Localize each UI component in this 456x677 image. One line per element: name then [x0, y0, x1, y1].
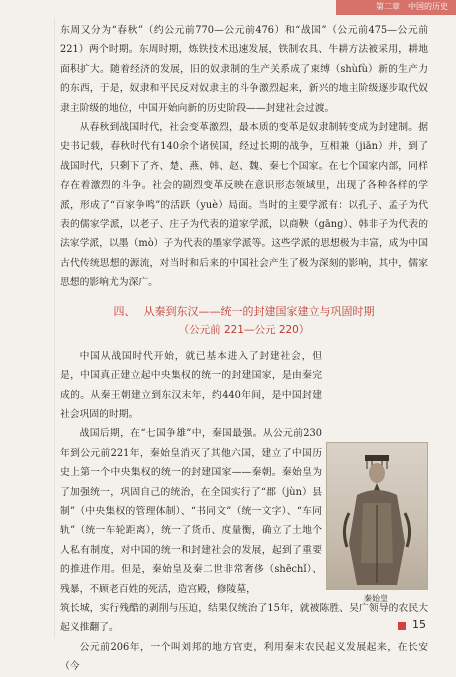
figure-caption: 秦始皇	[364, 594, 388, 603]
emperor-portrait-image	[326, 442, 428, 590]
page-marker-square	[398, 622, 406, 630]
page-footer	[398, 618, 434, 634]
portrait-illustration	[327, 443, 427, 589]
paragraph-4a: 战国后期，在“七国争雄”中，秦国最强。从公元前230年到公元前221年，秦始皇消灭了其他六国，建立了中国历史上第一个中央集权的统一的封建国家——秦朝。秦始皇为了加强统一，巩固自己的统治，在全国实行了“郡（jùn）县制”（中央集权的管理体制）、“书同文”（统一文字）、“车同轨”（统一车轮距离），统一了货币、度量衡，确立了土地个人私有制度，对中国的统一和封建社会的发展，起到了重要的推进作用。但是，秦始皇及秦二世非常奢侈（shēchǐ）、残暴，不顾老百姓的死活，造宫殿，修陵墓，	[60, 428, 322, 595]
paragraph-3: 中国从战国时代开始，就已基本进入了封建社会，但是，中国真正建立起中央集权的统一的封建国家，是由秦完成的。从秦王朝建立到东汉末年，约440年间，是中国封建社会巩固的时期。	[60, 350, 322, 420]
margin-line	[54, 18, 55, 638]
chapter-label: 第二章 中国的历史	[376, 2, 448, 11]
section-subtitle: （公元前 221—公元 220）	[178, 323, 310, 336]
emperor-figure	[326, 442, 426, 602]
paragraph-5: 公元前206年，一个叫刘邦的地方官吏，利用秦末农民起义发展起来，在长安（今	[60, 641, 428, 673]
page-number: 15	[412, 618, 426, 631]
paragraph-1: 东周又分为“春秋”（约公元前770—公元前476）和“战国”（公元前475—公元前221）两个时期。东周时期，炼铁技术迅速发展，铁制农具、牛耕方法被采用，耕地面积扩大。随着经济的发展，旧的奴隶制的生产关系成了束缚（shùfù）新的生产力的东西，于是，奴隶和平民反对奴隶主的斗争激烈起来，新兴的地主阶级逐步取代奴隶主阶级的地位，中国开始向新的历史阶段——封建社会过渡。	[60, 25, 428, 114]
text-column-beside-figure	[60, 347, 322, 599]
section-heading	[60, 303, 428, 339]
paragraph-4b: 筑长城，实行残酷的剥削与压迫，结果仅统治了15年，就被陈胜、吴广领导的农民大起义推翻了。	[60, 602, 428, 634]
section-title: 从秦到东汉——统一的封建国家建立与巩固时期	[143, 304, 375, 318]
section-title-line	[60, 303, 428, 321]
paragraph-2: 从春秋到战国时代，社会变革激烈，最本质的变革是奴隶制转变成为封建制。据史书记载，春秋时代有140余个诸侯国，经过长期的战争，互相兼（jiān）并，到了战国时代，只剩下了齐、楚、燕、韩、赵、魏、秦七个国家。在七个国家内部，同样存在着激烈的斗争。社会的剧烈变革反映在意识形态领域里，出现了各种各样的学派，形成了“百家争鸣”的活跃（yuè）局面。当时的主要学派有：以孔子、孟子为代表的儒家学派，以老子、庄子为代表的道家学派，以商鞅（gāng）、韩非子为代表的法家学派，以墨（mò）子为代表的墨家学派等。这些学派的思想极为丰富，成为中国古代传统思想的源流，对当时和后来的中国社会产生了极为深刻的影响，其中，儒家思想的影响尤为深广。	[60, 122, 428, 289]
running-header	[0, 0, 456, 18]
section-number: 四、	[113, 304, 136, 318]
